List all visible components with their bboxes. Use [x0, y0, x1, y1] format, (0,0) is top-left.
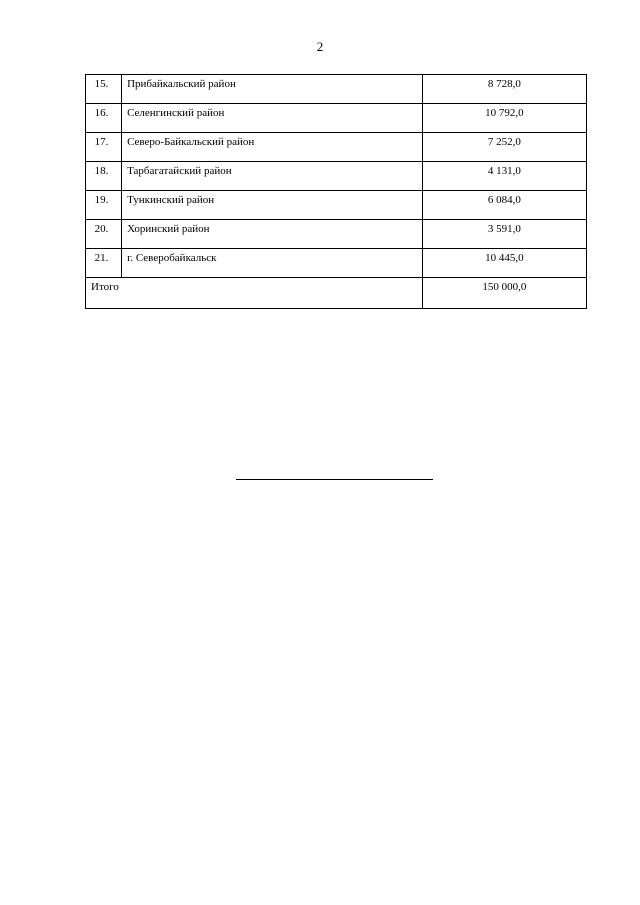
total-row — [86, 278, 587, 309]
amount-value: 4 131,0 — [422, 162, 586, 191]
district-name: Северо-Байкальский район — [122, 133, 423, 162]
table-row — [86, 133, 587, 162]
row-number: 15. — [86, 75, 122, 104]
amount-value: 6 084,0 — [422, 191, 586, 220]
allocation-table — [85, 74, 587, 309]
total-label: Итого — [86, 278, 423, 309]
row-number: 16. — [86, 104, 122, 133]
amount-value: 8 728,0 — [422, 75, 586, 104]
district-name: Хоринский район — [122, 220, 423, 249]
row-number: 17. — [86, 133, 122, 162]
row-number: 19. — [86, 191, 122, 220]
district-name: Селенгинский район — [122, 104, 423, 133]
table-row — [86, 249, 587, 278]
page-number: 2 — [316, 39, 324, 54]
row-number: 21. — [86, 249, 122, 278]
end-of-document-line — [236, 479, 433, 480]
district-name: Тункинский район — [122, 191, 423, 220]
amount-value: 7 252,0 — [422, 133, 586, 162]
district-name: Тарбагатайский район — [122, 162, 423, 191]
table-row — [86, 220, 587, 249]
table-row — [86, 162, 587, 191]
district-name: г. Северобайкальск — [122, 249, 423, 278]
amount-value: 3 591,0 — [422, 220, 586, 249]
row-number: 20. — [86, 220, 122, 249]
row-number: 18. — [86, 162, 122, 191]
district-name: Прибайкальский район — [122, 75, 423, 104]
amount-value: 10 445,0 — [422, 249, 586, 278]
amount-value: 10 792,0 — [422, 104, 586, 133]
table-row — [86, 104, 587, 133]
table-row — [86, 191, 587, 220]
table-row — [86, 75, 587, 104]
total-amount: 150 000,0 — [422, 278, 586, 309]
